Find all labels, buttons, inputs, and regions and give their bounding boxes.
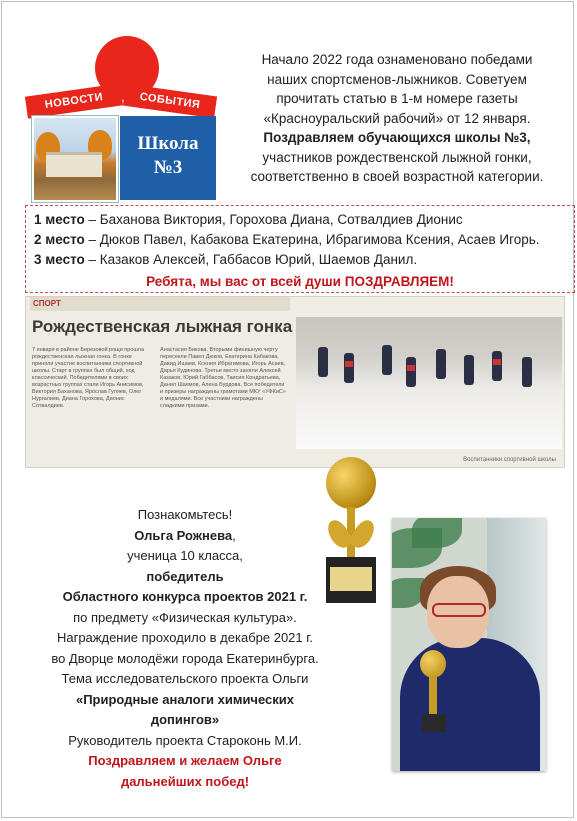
winner-place: 1 место xyxy=(34,212,85,227)
clipping-section: СПОРТ xyxy=(30,297,290,311)
clipping-column: 7 января в районе Березовой рощи прошла рождественская лыжная гонка. В гонке приняли участие воспитанники спортивной школы. Старт в группах был общий, ход классический. Победителями в своих возрастных группах стали Игорь Анисимов, Виктория Баханова, Ярослав Гуляев, Олег Нургалиев, Диана Горохова, Дионис Сотвалдиев. xyxy=(32,347,145,409)
olga-line: Руководитель проекта Староконь М.И. xyxy=(68,732,302,748)
winner-names: – Дюков Павел, Кабакова Екатерина, Ибрагимова Ксения, Асаев Игорь. xyxy=(84,232,540,247)
winners-congrats: Ребята, мы вас от всей души ПОЗДРАВЛЯЕМ! xyxy=(146,274,454,289)
olga-line: допингов» xyxy=(150,712,220,727)
clipping-caption: Воспитанники спортивной школы xyxy=(463,457,556,463)
olga-line: «Природные аналоги химических xyxy=(75,691,295,707)
winners-box xyxy=(25,205,575,293)
held-trophy-base xyxy=(422,714,446,732)
clipping-column: Анастасия Бикова. Вторыми финишную черту пересекли Павел Дюков, Екатерина Кабакова, Давид Ишаев, Ксения Ибрагимова, Игорь Асаев, Дарья Кудинова. Третье место заняли Алексей Казаков, Юрий Габбасов, Таисия Кондратьева, Данил Шаемов, Алена Бурдова. Все победители и призеры награждены грамотами МКУ «УФКиС» и медалями. Все участники награждены сладкими призами. xyxy=(160,347,286,409)
intro-line: прочитать статью в 1-м номере газеты xyxy=(276,91,518,106)
winner-names: – Казаков Алексей, Габбасов Юрий, Шаемов Данил. xyxy=(84,252,418,267)
bib-shape xyxy=(493,359,501,365)
intro-line: участников рождественской лыжной гонки, xyxy=(262,149,532,165)
olga-name-suffix: , xyxy=(232,527,236,543)
trophy-cup xyxy=(326,457,376,509)
held-trophy-stem xyxy=(429,676,437,716)
intro-line: «Красноуральский рабочий» от 12 января. xyxy=(263,110,531,126)
olga-line: во Дворце молодёжи города Екатеринбурга. xyxy=(51,650,319,666)
bib-shape xyxy=(407,365,415,371)
bib-shape xyxy=(345,361,353,367)
olga-line: по предмету «Физическая культура». xyxy=(73,609,297,625)
winner-place: 3 место xyxy=(34,252,85,267)
olga-line: Тема исследовательского проекта Ольги xyxy=(61,671,309,686)
winner-names: – Баханова Виктория, Горохова Диана, Сотвалдиев Дионис xyxy=(84,212,463,227)
school-news-logo xyxy=(20,34,220,209)
skier-figure xyxy=(492,351,502,381)
olga-congrats: Поздравляем и желаем Ольге xyxy=(88,753,282,768)
olga-congrats: дальнейших побед! xyxy=(120,773,250,789)
olga-line: ученица 10 класса, xyxy=(127,548,243,563)
ski-race-photo xyxy=(296,317,562,449)
skier-figure xyxy=(344,353,354,383)
winner-place: 2 место xyxy=(34,232,85,247)
logo-banner-news: НОВОСТИ xyxy=(25,83,123,118)
olga-paragraph xyxy=(20,505,350,792)
olga-line: Познакомьтесь! xyxy=(137,507,233,522)
skier-figure xyxy=(406,357,416,387)
olga-name-line xyxy=(20,526,350,547)
intro-line: Начало 2022 года ознаменовано победами xyxy=(261,52,533,67)
intro-line: соответственно в своей возрастной категории. xyxy=(250,169,544,184)
skier-figure xyxy=(318,347,328,377)
student-glasses xyxy=(432,603,486,617)
logo-panel-title: Школа xyxy=(137,133,199,154)
held-trophy-cup xyxy=(420,650,446,678)
logo-school-photo xyxy=(32,116,118,202)
clipping-headline: Рождественская лыжная гонка xyxy=(32,317,293,336)
olga-line: победитель xyxy=(146,568,224,584)
winner-row xyxy=(34,230,566,250)
skier-figure xyxy=(382,345,392,375)
olga-line: Награждение проходило в декабре 2021 г. xyxy=(56,630,314,645)
olga-name: Ольга Рожнева xyxy=(134,527,233,543)
skier-figure xyxy=(464,355,474,385)
logo-panel-number: №3 xyxy=(153,157,183,178)
intro-paragraph xyxy=(232,50,562,187)
leaf-shape xyxy=(412,518,462,548)
winner-row xyxy=(34,250,566,270)
intro-line: наших спортсменов-лыжников. Советуем xyxy=(267,71,527,87)
winner-row xyxy=(34,210,566,230)
olga-line: Областного конкурса проектов 2021 г. xyxy=(62,589,308,604)
logo-panel xyxy=(120,116,216,200)
student-photo xyxy=(392,518,546,771)
skier-figure xyxy=(522,357,532,387)
logo-banner-events: СОБЫТИЯ xyxy=(123,84,217,119)
building-shape xyxy=(46,152,102,177)
newspaper-clipping xyxy=(25,296,565,468)
intro-bold-line: Поздравляем обучающихся школы №3, xyxy=(263,130,531,145)
skier-figure xyxy=(436,349,446,379)
